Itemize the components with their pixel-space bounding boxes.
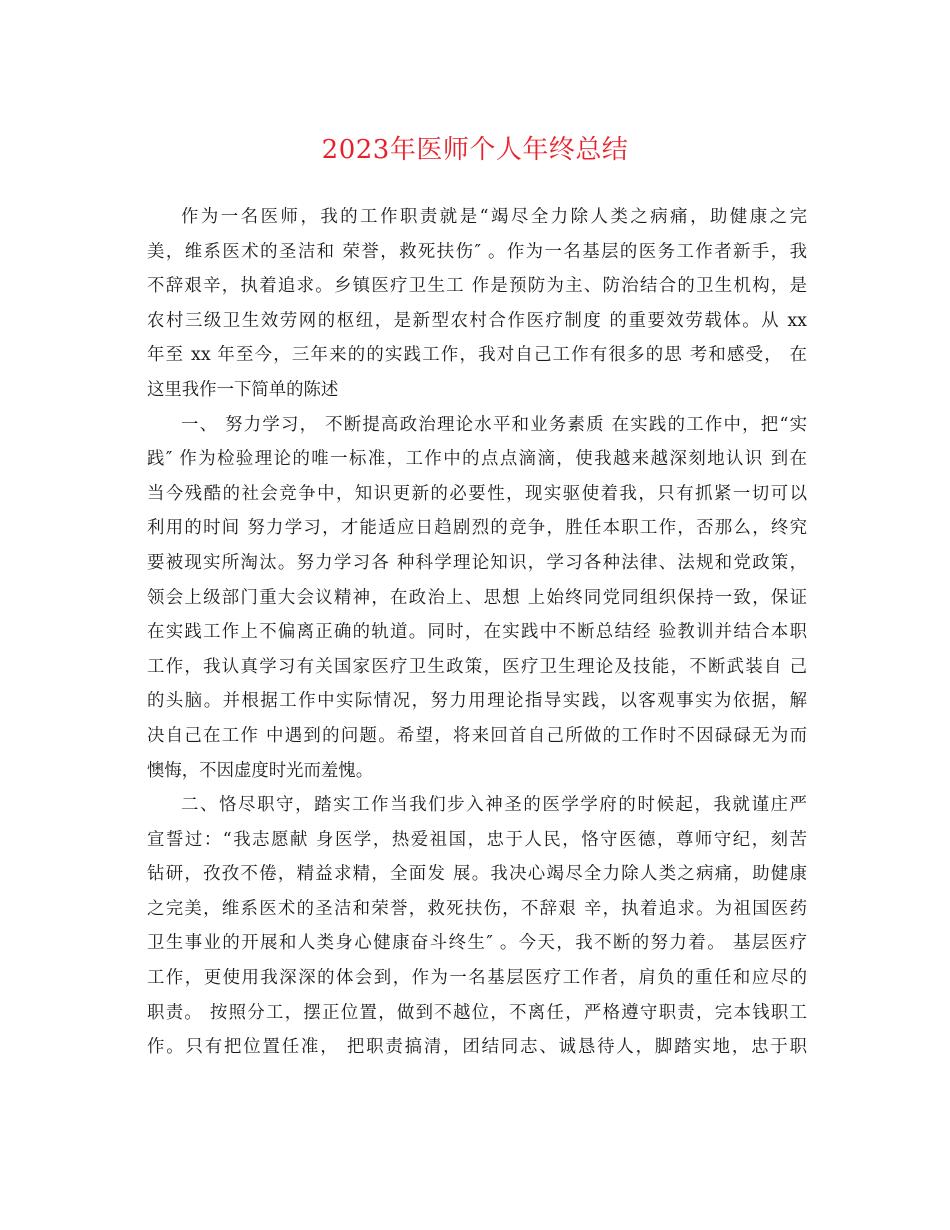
paragraph-section-2: [147, 788, 807, 1065]
text-line: 这里我作一下简单的陈述: [147, 379, 339, 400]
text-line: 美，维系医术的圣洁和 荣誉，救死扶伤″ 。作为一名基层的医务工作者新手，我: [147, 241, 807, 262]
document-body: [147, 200, 807, 1065]
text-line: 农村三级卫生效劳网的枢纽，是新型农村合作医疗制度 的重要效劳载体。从 xx: [147, 310, 807, 331]
text-line: 作为一名医师，我的工作职责就是“竭尽全力除人类之病痛，助健康之完: [181, 207, 807, 227]
text-line: 工作，更使用我深深的体会到，作为一名基层医疗工作者，肩负的重任和应尽的: [147, 968, 807, 989]
text-line: 作。只有把位置任准， 把职责搞清，团结同志、诚恳待人，脚踏实地，忠于职: [147, 1037, 807, 1058]
text-line: 当今残酷的社会竞争中，知识更新的必要性，现实驱使着我，只有抓紧一切可以: [147, 483, 807, 504]
text-line: 在实践工作上不偏离正确的轨道。同时，在实践中不断总结经 验教训并结合本职: [147, 622, 807, 643]
text-line: 二、恪尽职守，踏实工作当我们步入神圣的医学学府的时候起，我就谨庄严: [181, 795, 807, 816]
text-line: 年至 xx 年至今，三年来的的实践工作，我对自己工作有很多的思 考和感受， 在: [147, 345, 807, 366]
text-line: 要被现实所淘汰。努力学习各 种科学理论知识，学习各种法律、法规和党政策，: [147, 552, 807, 573]
text-line: 懊悔，不因虚度时光而羞愧。: [147, 760, 374, 781]
text-line: 践″ 作为检验理论的唯一标准，工作中的点点滴滴，使我越来越深刻地认识 到在: [147, 449, 807, 470]
text-line: 之完美，维系医术的圣洁和荣誉，救死扶伤，不辞艰 辛，执着追求。为祖国医药: [147, 898, 807, 919]
text-line: 职责。 按照分工，摆正位置，做到不越位，不离任，严格遵守职责，完本钱职工: [147, 1002, 807, 1023]
text-line: 领会上级部门重大会议精神，在政治上、思想 上始终同党同组织保持一致，保证: [147, 587, 807, 608]
text-line: 决自己在工作 中遇到的问题。希望，将来回首自己所做的工作时不因碌碌无为而: [147, 725, 807, 746]
text-line: 利用的时间 努力学习，才能适应日趋剧烈的竞争，胜任本职工作，否那么，终究: [147, 518, 807, 539]
document-title: 2023年医师个人年终总结: [321, 135, 629, 165]
text-line: 工作，我认真学习有关国家医疗卫生政策，医疗卫生理论及技能，不断武装自 己: [147, 656, 807, 677]
text-line: 的头脑。并根据工作中实际情况，努力用理论指导实践，以客观事实为依据，解: [147, 691, 807, 712]
text-line: 钻研，孜孜不倦，精益求精，全面发 展。我决心竭尽全力除人类之病痛，助健康: [147, 864, 807, 885]
text-line: 不辞艰辛，执着追求。乡镇医疗卫生工 作是预防为主、防治结合的卫生机构，是: [147, 276, 807, 297]
paragraph-section-1: [147, 408, 807, 789]
paragraph-intro: [147, 200, 807, 408]
text-line: 宣誓过：“我志愿献 身医学，热爱祖国，忠于人民，恪守医德，尊师守纪，刻苦: [147, 829, 807, 850]
text-line: 一、 努力学习， 不断提高政治理论水平和业务素质 在实践的工作中，把“实: [181, 414, 807, 435]
text-line: 卫生事业的开展和人类身心健康奋斗终生″ 。今天，我不断的努力着。 基层医疗: [147, 933, 807, 954]
